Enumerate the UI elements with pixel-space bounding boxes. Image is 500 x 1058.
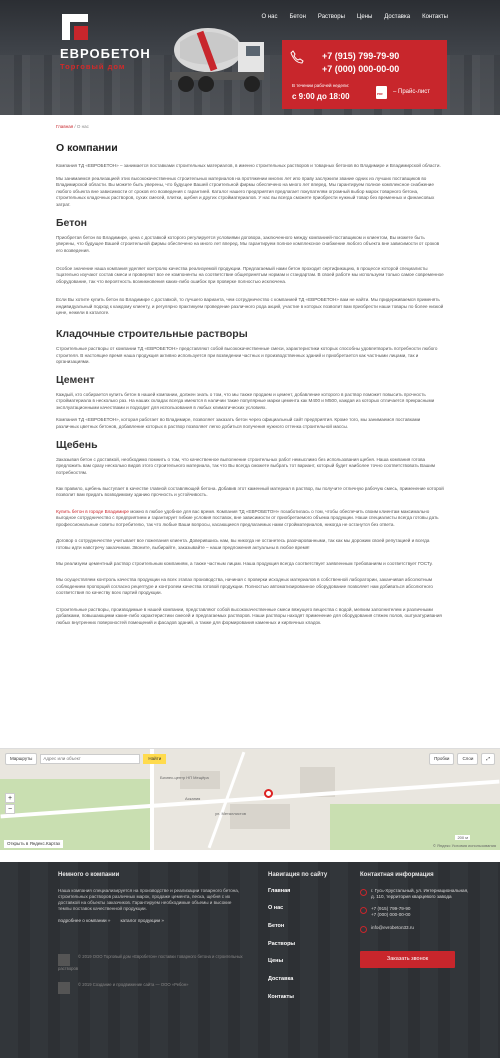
- footer-email[interactable]: info@evrobeton33.ru: [371, 924, 414, 930]
- nav-item-concrete[interactable]: Бетон: [289, 14, 306, 20]
- phone-icon: [360, 907, 367, 914]
- nav-item-contacts[interactable]: Контакты: [422, 14, 448, 20]
- footer-catalog-link[interactable]: каталог продукции »: [120, 917, 164, 923]
- footer-phone-2[interactable]: +7 (000) 000-00-00: [371, 912, 411, 918]
- concrete-paragraph-3: Если Вы хотите купить бетон во Владимире с доставкой, то лучшего варианта, чем сотрудничество с компанией ТД «ЕВРОБЕТОН» вам не найти. Мы придерживаемся применять индивидуальный подход к каждому клиенту, и регулярно практикуем проведение различного рода акций, участие в которых позволит вам приобрести наши товары по более низкой цене, нежели в каталоге.: [56, 297, 444, 316]
- footer-phone-row: [360, 906, 470, 918]
- gravel-paragraph-4: Договор о сотрудничестве учитывает все пожелания клиента. Доверившись нам, вы никогда не останетесь разочарованными, так как мы дорожим своей репутацией и всегда готовы идти навстречу заказчикам. Звоните, выбирайте, заказывайте – наши предложения актуальны в любое время!: [56, 538, 430, 550]
- map-building: [230, 804, 290, 829]
- footer-nav-item-contacts[interactable]: Контакты: [268, 993, 294, 1000]
- map-label: ул. Металлистов: [215, 811, 246, 816]
- pdf-icon[interactable]: [376, 86, 387, 99]
- footer-copyright-1: [58, 954, 248, 971]
- footer-nav-list: [268, 888, 358, 1001]
- map-toolbar-left: [5, 753, 166, 765]
- gravel-paragraph-3: [56, 509, 444, 528]
- map-routes-button[interactable]: Маршруты: [5, 753, 37, 765]
- concrete-mixer-truck-image: [160, 12, 270, 102]
- map-scale: 200 м: [457, 834, 468, 840]
- footer-copyright-2: [58, 982, 248, 994]
- footer-contacts-title: Контактная информация: [360, 872, 434, 878]
- footer-about: [58, 872, 243, 924]
- site-header: [0, 0, 500, 115]
- yandex-map[interactable]: [0, 748, 500, 850]
- section-title-mortars: Кладочные строительные растворы: [56, 328, 248, 341]
- map-layers-button[interactable]: Слои: [457, 753, 478, 765]
- footer-nav-item-mortars[interactable]: Растворы: [268, 940, 296, 947]
- contact-box: [282, 40, 447, 109]
- logo-name: ЕВРОБЕТОН: [60, 46, 151, 61]
- concrete-paragraph-2: Особое значение наша компания уделяет контролю качества реализуемой продукции. Предлагаемый нами бетон проходит сертификацию, в процессе которой специалисты тщательно изучают состав смеси и проверяют все ее компоненты на соответствие общепринятым нормам и стандартам. В своей работе мы используем только самое современное оборудование, так что вероятность возникновения каких-либо ошибок при проверке полностью исключена.: [56, 265, 444, 284]
- breadcrumb: [56, 124, 444, 130]
- footer-nav-item-prices[interactable]: Цены: [268, 958, 284, 965]
- footer-phones: [371, 906, 410, 918]
- section-title-concrete: Бетон: [56, 217, 88, 230]
- footer-nav-item-concrete[interactable]: Бетон: [268, 923, 285, 930]
- section-title-cement: Цемент: [56, 374, 95, 387]
- footer-nav-item-about[interactable]: О нас: [268, 905, 284, 912]
- nav-item-delivery[interactable]: Доставка: [384, 14, 411, 20]
- pdf-icon-label: PDF: [377, 92, 383, 96]
- footer-nav-item-home[interactable]: Главная: [268, 887, 291, 894]
- footer-navigation: [268, 872, 358, 1011]
- breadcrumb-home[interactable]: Главная: [56, 124, 74, 129]
- map-label: Бизнес-центр НП Мещёра: [160, 775, 209, 780]
- footer-about-link[interactable]: подробнее о компании »: [58, 917, 111, 923]
- cement-paragraph-1: Каждый, кто собирается купить бетон в нашей компании, должен знать о том, что мы также продаем и цемент, добавление которого в раствор поможет повысить прочность стройматериала в несколько раз. На наших складах всегда имеются в наличии такие популярные марки цемента как М400 и М500, каждая из которых отличается прекрасными эксплуатационными качествами и подходит для использования в любых климатических условиях.: [56, 392, 435, 410]
- map-traffic-button[interactable]: Пробки: [429, 753, 454, 765]
- footer-copyright-text: © 2019 ООО Торговый дом «Евробетон» поставки товарного бетона и строительных растворов: [58, 954, 243, 971]
- mortars-paragraph-1: Строительные растворы от компании ТД «ЕВРОБЕТОН» представляют собой высококачественные смеси, характеристики которых способны удовлетворить потребности любого строителя. В настоящее время наша продукция активно используется при возведении частных и производственных зданий и приобретается как частными лицами, так и организациями.: [56, 346, 438, 364]
- work-hours: с 9:00 до 18:00: [292, 92, 350, 101]
- map-credit[interactable]: © Яндекс Условия использования: [432, 842, 496, 848]
- footer-about-title: Немного о компании: [58, 872, 120, 878]
- work-hours-label: В течении рабочей недели:: [292, 83, 350, 88]
- gravel-paragraph-3-text: можно в любое удобное для вас время. Компания ТД «ЕВРОБЕТОН» позаботилась о том, чтобы обеспечить своим клиентам максимально выгодное сотрудничество с предприятием и гарантирует гибкие условия поставок, вне зависимости от приобретаемого объема продукции. Наши специалисты всегда готовы дать профессиональные советы потребителю, так что любые Ваши вопросы, касающиеся предлагаемых нами стройматериалов, никогда не останутся без ответа.: [56, 508, 439, 527]
- map-find-button[interactable]: Найти: [143, 754, 166, 764]
- intro-paragraph-2: Мы занимаемся реализацией этих высококачественных строительных материалов на протяжении многих лет ипо праву заслужили звание одних из лучших поставщиков во Владимирской области. Вы можете быть уверены, что будущее Вашей строительной фирмы обеспечено на много лет вперед. Мы гарантируем полное комплексное снабжение любого объекта вне зависимости от сроков его возведения с гарантией. Каталог нашего предприятия предлагает покупателям огромный выбор марок товарного бетона, строительных кладочных растворов, сухих смесей, плитки, щебня и других стройматериалов. У нас вы всегда сможете приобрести нужный товар без временных и финансовых затрат.: [56, 175, 435, 207]
- location-marker-icon[interactable]: [264, 789, 273, 798]
- footer-contacts: [360, 872, 470, 968]
- buy-concrete-link[interactable]: Купить бетон в городе Владимире: [56, 508, 129, 514]
- logo-subtitle: Торговый дом: [60, 62, 126, 71]
- email-icon: [360, 926, 367, 933]
- map-toolbar-right: [429, 753, 495, 765]
- logo-mark-icon: [62, 14, 88, 40]
- footer-nav-item-delivery[interactable]: Доставка: [268, 976, 294, 982]
- footer-phone-1[interactable]: +7 (915) 799-79-90: [371, 906, 411, 912]
- footer-about-text: Наша компания специализируется на производстве и реализации товарного бетона, строительных растворов различных марок, продаже цемента, песка, щебня с их доставкой на объекты заказчиков. Гарантируем необходимые объемы и высокие темпы поставок качественной продукции.: [58, 887, 240, 912]
- footer-nav-title: Навигация по сайту: [268, 872, 328, 878]
- concrete-paragraph-1: Приобретая бетон во Владимире, цена с доставкой которого регулируется условиями договора, заключенного между компанией-поставщиком и клиентом, Вы можете быть уверены, что будущее Вашей строительной фирмы обеспечено на много лет вперед. Мы гарантируем полное комплексное снабжение любого объекта вне зависимости от сроков его возведения.: [56, 234, 440, 253]
- main-nav: [262, 14, 449, 22]
- nav-item-mortars[interactable]: Растворы: [317, 14, 345, 20]
- gravel-paragraph-6: Мы осуществляем контроль качества продукции на всех этапах производства, начиная с проверки исходных материалов в собственной лаборатории, заканчивая абсолютным соблюдением пропорций согласно рецептуре и контролем качества готовой продукции. Полностью автоматизированное оборудование позволяет нам добиваться абсолютного соответствия по качеству всех партий продукции.: [56, 577, 433, 596]
- footer-address: г. Гусь-Хрустальный, ул. Интернациональная, д. 110, территория кварцевого завода: [371, 887, 469, 899]
- footer-logo-icon: [58, 954, 70, 966]
- developer-logo-icon: [58, 982, 70, 994]
- site-footer: [0, 862, 500, 1058]
- cement-paragraph-2: Компания ТД «ЕВРОБЕТОН», которая работает во Владимире, позволяет заказать бетон через официальный сайт предприятия. Кроме того, мы занимаемся поставками различных цветных бетонов, добавление которых в раствор позволяет легко добиться получения нужного оттенка строительной массы.: [56, 417, 421, 429]
- breadcrumb-current: О нас: [76, 124, 89, 129]
- page-title: О компании: [56, 141, 118, 154]
- footer-developer-text[interactable]: © 2019 Создание и продвижение сайта — ООО «Ребон»: [78, 982, 189, 987]
- location-icon: [360, 889, 367, 896]
- zoom-in-button[interactable]: +: [5, 793, 15, 803]
- gravel-paragraph-1: Заказывая бетон с доставкой, необходимо помнить о том, что качественное выполнение строительных работ немыслимо без использования щебня. Наша компания готова предложить вам сразу несколько видов этого строительного материала, так что Вы всегда сможете выбрать тот вариант, который будет наиболее точно соответствовать Вашим потребностям.: [56, 456, 436, 475]
- intro-paragraph-1: Компания ТД «ЕВРОБЕТОН» – занимается поставками строительных материалов, в именно строительных растворов и товарных бетонов во Владимире и Владимирской области.: [56, 163, 441, 169]
- section-title-gravel: Щебень: [56, 439, 98, 452]
- map-zoom-control: [5, 793, 15, 814]
- gravel-paragraph-5: Мы реализуем цементный раствор строительным компаниям, а также частным лицам. Наша продукция всегда соответствует заявленным требованиям и соответствует ГОСТу.: [56, 560, 433, 566]
- footer-about-links: [58, 918, 243, 924]
- map-label: Аскания: [185, 796, 201, 801]
- open-in-yandex-link[interactable]: Открыть в Яндекс.Картах: [4, 840, 63, 848]
- header-phone-2[interactable]: +7 (000) 000-00-00: [322, 64, 400, 74]
- price-list-link[interactable]: – Прайс-лист: [393, 89, 430, 95]
- header-phone-1[interactable]: +7 (915) 799-79-90: [322, 51, 400, 61]
- gravel-paragraph-2: Как правило, щебень выступает в качестве главной составляющей бетона. Добавив этот каменный материал в раствор, вы получите отличную рабочую смесь, применение которой позволит вам придать возводимому зданию прочность и устойчивость.: [56, 486, 444, 498]
- footer-address-row: [360, 888, 470, 900]
- phone-icon: [290, 50, 304, 64]
- nav-item-about[interactable]: О нас: [261, 14, 278, 20]
- breadcrumb-separator: /: [73, 124, 77, 129]
- main-content: [0, 124, 500, 626]
- footer-email-row: [360, 925, 470, 933]
- zoom-out-button[interactable]: −: [5, 804, 15, 814]
- order-call-button[interactable]: Заказать звонок: [360, 951, 455, 968]
- gravel-paragraph-7: Строительные растворы, производимые в нашей компании, представляют собой высококачественные смеси вяжущего вещества с водой, мелким заполнителем и различными добавками, повышающими какие-либо характеристики смесей и предлагаемых растворов. Наши растворы находят применение для оборудования стяжек полов, оштукатуривания любых внутренних поверхностей помещений и фасадов зданий, а также для формирования каменных и кирпичных кладок.: [56, 606, 442, 625]
- nav-item-prices[interactable]: Цены: [356, 14, 373, 20]
- map-search-input[interactable]: [40, 754, 140, 764]
- map-fullscreen-button[interactable]: ⤢: [481, 753, 495, 765]
